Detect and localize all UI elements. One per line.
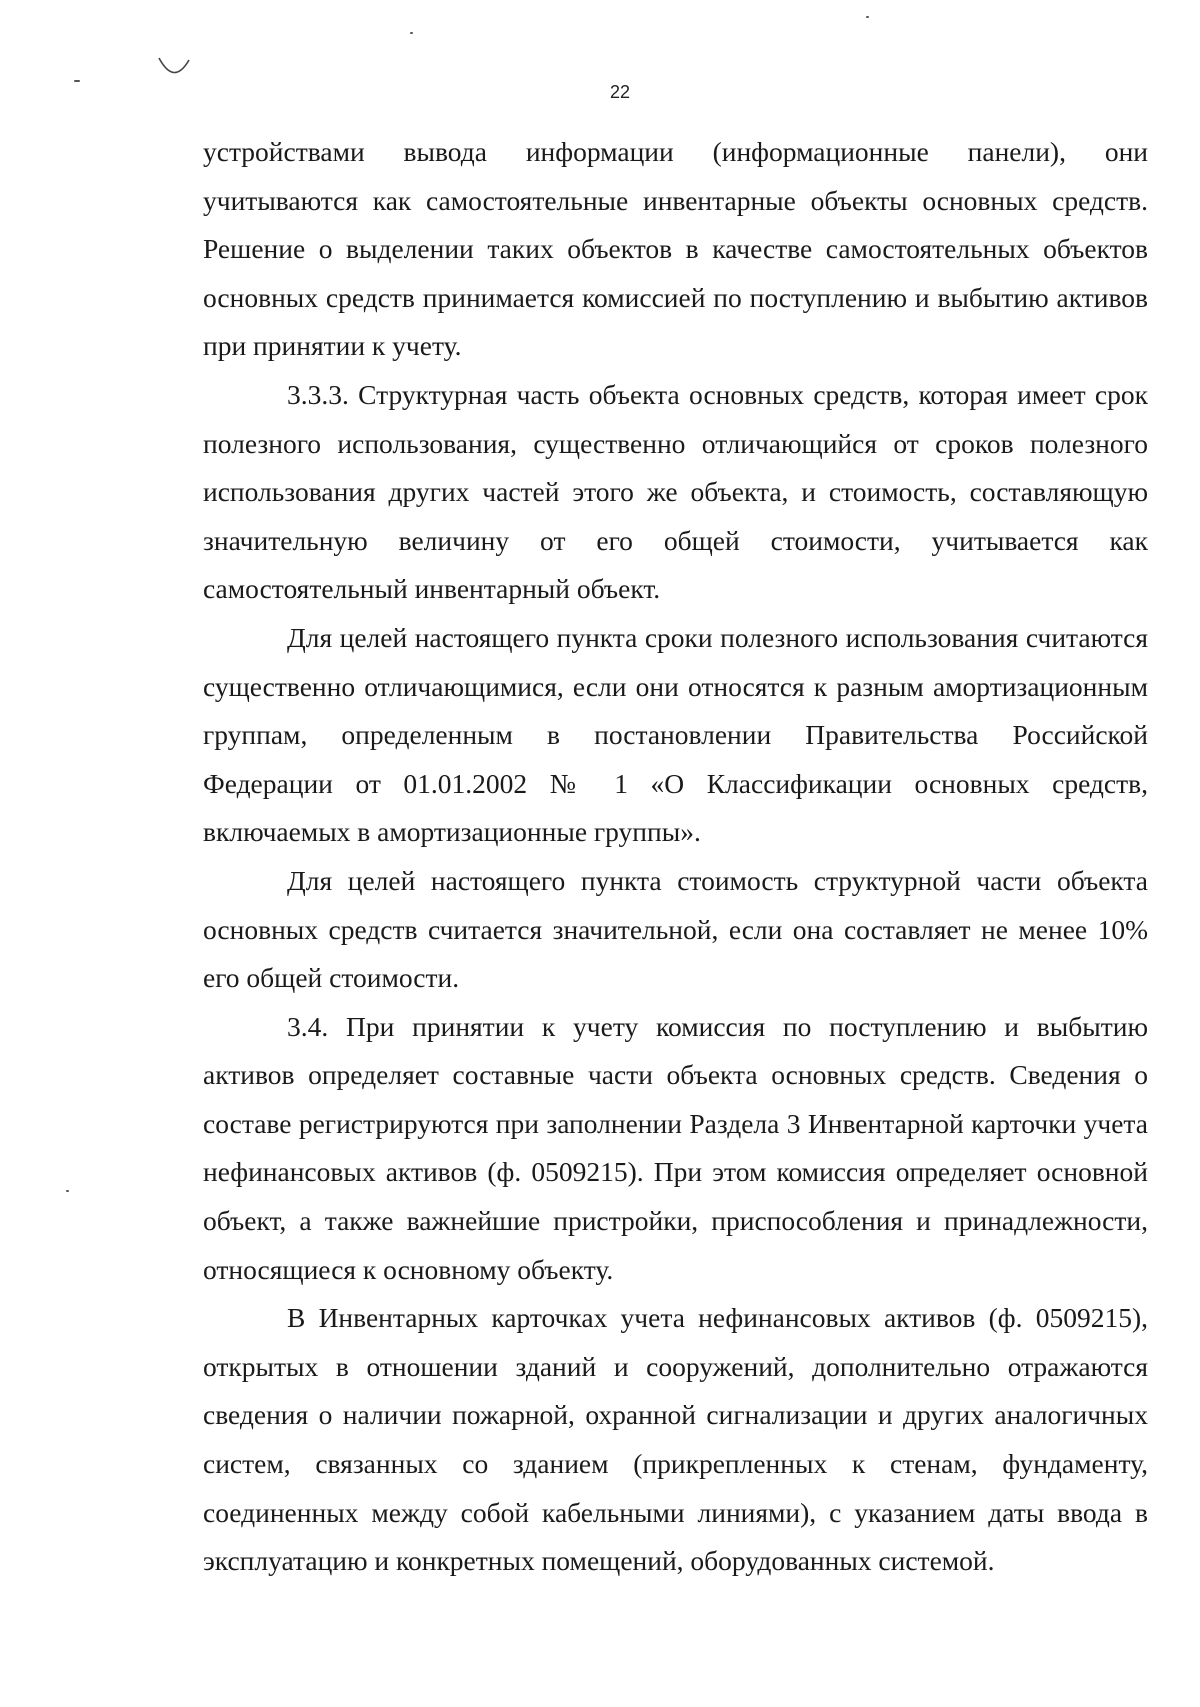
paragraph-3-3-3: 3.3.3. Структурная часть объекта основных средств, которая имеет срок полезного использования, существенно отличающийся от сроков полезного использования других частей этого же объекта, и стоимость, составляющую значительную величину от его общей стоимости, учитывается как самостоятельный инвентарный объект. (203, 378, 1148, 605)
binding-arc-mark (157, 56, 191, 80)
scan-speck (866, 16, 869, 18)
scan-speck (410, 32, 413, 34)
paragraph-inventory-cards: В Инвентарных карточках учета нефинансовых активов (ф. 0509215), открытых в отношении зданий и сооружений, дополнительно отражаются сведения о наличии пожарной, охранной сигнализации и других аналогичных систем, связанных со зданием (прикрепленных к стенам, фундаменту, соединенных между собой кабельными линиями), с указанием даты ввода в эксплуатацию и конкретных помещений, оборудованных системой. (203, 1302, 1148, 1577)
body-text (203, 128, 1148, 1586)
page-number: 22 (609, 82, 631, 102)
paragraph-continuation: устройствами вывода информации (информационные панели), они учитываются как самостоятельные инвентарные объекты основных средств. Решение о выделении таких объектов в качестве самостоятельных объектов основных средств принимается комиссией по поступлению и выбытию активов при принятии к учету. (203, 136, 1148, 362)
paragraph-3-4: 3.4. При принятии к учету комиссия по поступлению и выбытию активов определяет составные части объекта основных средств. Сведения о составе регистрируются при заполнении Раздела 3 Инвентарной карточки учета нефинансовых активов (ф. 0509215). При этом комиссия определяет основной объект, а также важнейшие пристройки, приспособления и принадлежности, относящиеся к основному объекту. (203, 1010, 1148, 1285)
paragraph-useful-life: Для целей настоящего пункта сроки полезного использования считаются существенно отличающимися, если они относятся к разным амортизационным группам, определенным в постановлении Правительства Российской Федерации от 01.01.2002 № 1 «О Классификации основных средств, включаемых в амортизационные группы». (203, 621, 1148, 848)
scan-speck (66, 1190, 69, 1192)
paragraph-cost-threshold: Для целей настоящего пункта стоимость структурной части объекта основных средств считается значительной, если она составляет не менее 10% его общей стоимости. (203, 864, 1148, 994)
